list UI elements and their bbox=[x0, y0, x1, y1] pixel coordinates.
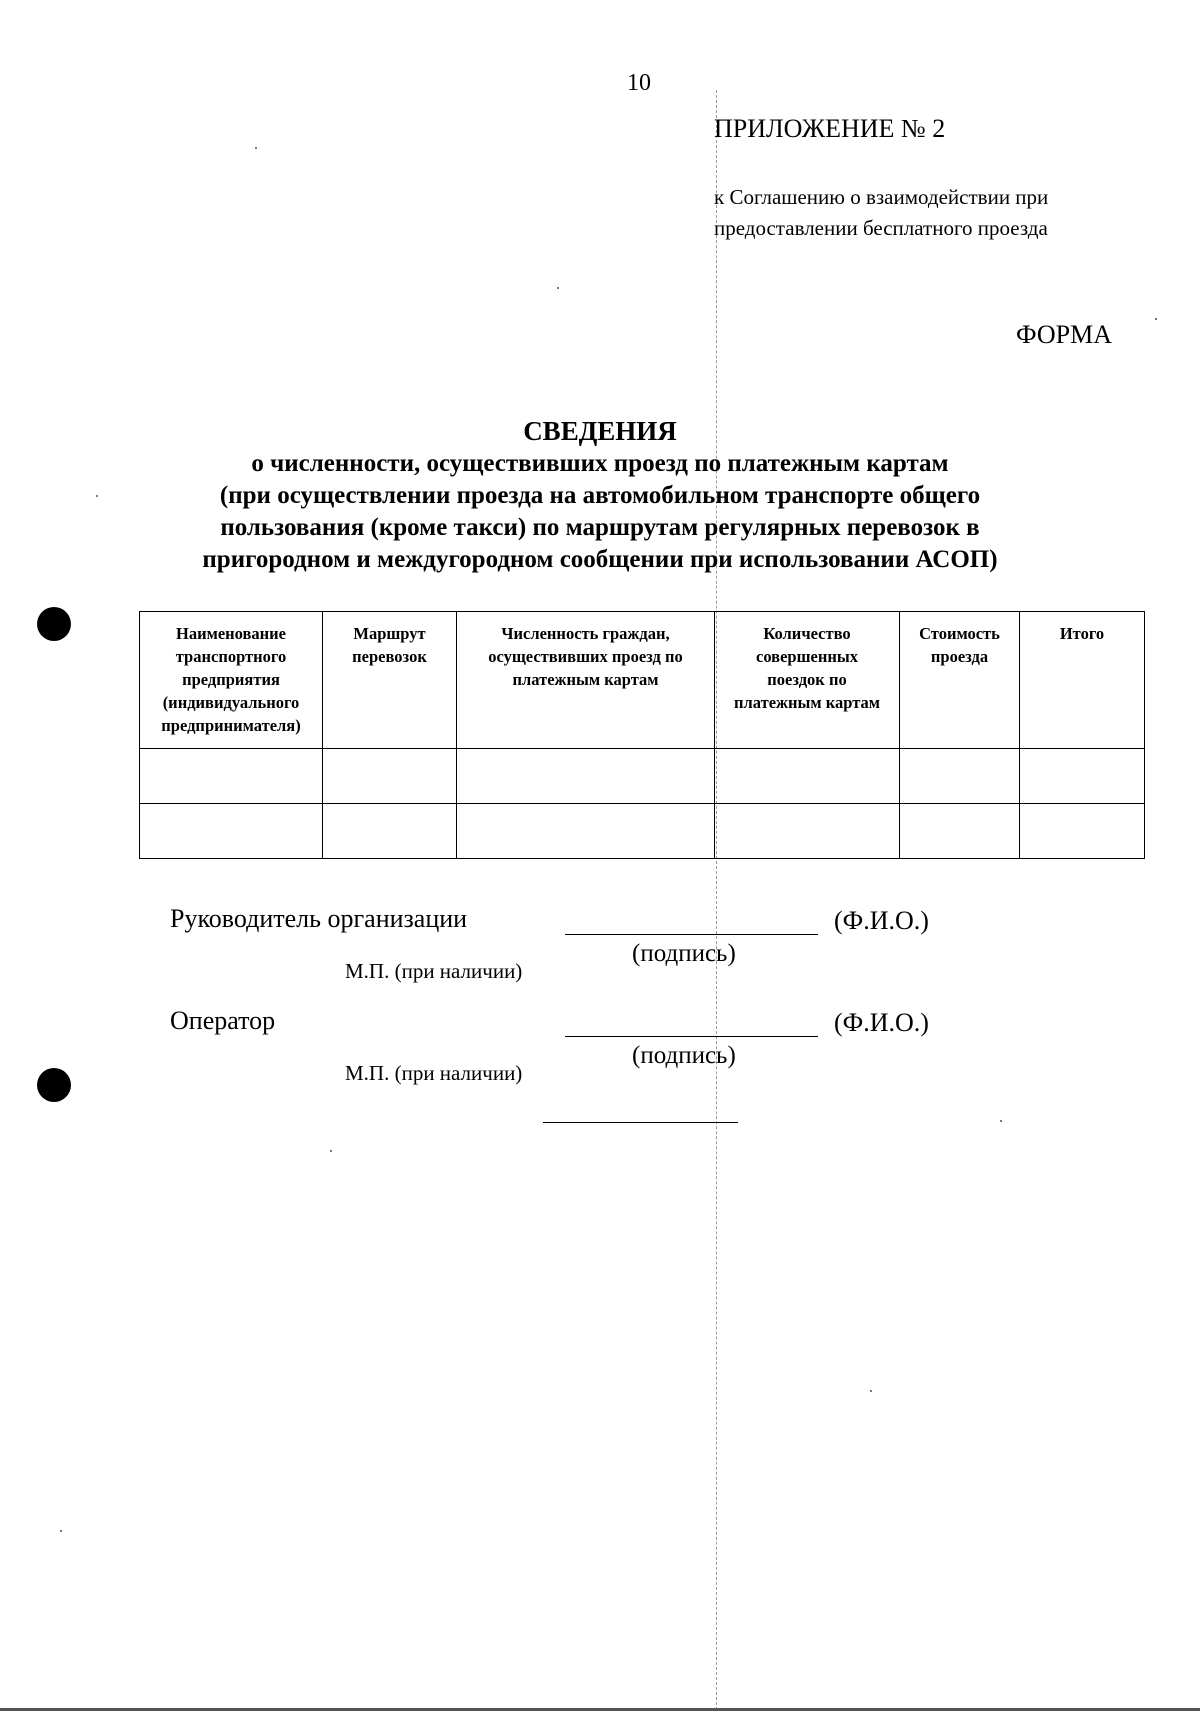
punch-hole-mark bbox=[37, 1068, 71, 1102]
operator-label: Оператор bbox=[170, 1006, 276, 1035]
table-header-row bbox=[140, 612, 1145, 749]
subtitle-line-3: пользования (кроме такси) по маршрутам регулярных перевозок в bbox=[220, 514, 980, 541]
scan-speck bbox=[60, 1530, 62, 1532]
appendix-reference-line-2: предоставлении бесплатного проезда bbox=[714, 216, 1048, 240]
document-subtitle bbox=[0, 448, 1200, 576]
operator-signature-line bbox=[565, 1036, 818, 1037]
punch-hole-mark bbox=[37, 607, 71, 641]
form-label: ФОРМА bbox=[1016, 320, 1112, 349]
page-number: 10 bbox=[627, 70, 651, 96]
table-row bbox=[140, 804, 1145, 859]
column-header-company: Наименование транспортного предприятия (индивидуального предпринимателя) bbox=[140, 612, 323, 749]
scan-speck bbox=[870, 1390, 872, 1392]
scan-speck bbox=[557, 287, 559, 289]
subtitle-line-4: пригородном и междугородном сообщении при использовании АСОП) bbox=[202, 546, 998, 573]
column-header-route: Маршрут перевозок bbox=[323, 612, 457, 749]
head-signature-caption: (подпись) bbox=[632, 940, 736, 967]
subtitle-line-1: о численности, осуществивших проезд по платежным картам bbox=[251, 450, 949, 477]
table-cell bbox=[1020, 804, 1145, 859]
table-cell bbox=[140, 749, 323, 804]
column-header-passenger-count: Численность граждан, осуществивших проезд по платежным картам bbox=[457, 612, 715, 749]
scan-speck bbox=[330, 1150, 332, 1152]
operator-fio-label: (Ф.И.О.) bbox=[834, 1008, 929, 1037]
document-title: СВЕДЕНИЯ bbox=[523, 416, 677, 446]
head-signature-line bbox=[565, 934, 818, 935]
table-cell bbox=[900, 804, 1020, 859]
scan-speck bbox=[96, 495, 98, 497]
operator-signature-caption: (подпись) bbox=[632, 1042, 736, 1069]
head-stamp-note: М.П. (при наличии) bbox=[345, 959, 523, 983]
report-table bbox=[139, 611, 1145, 859]
head-of-organization-label: Руководитель организации bbox=[170, 904, 468, 933]
appendix-reference-line-1: к Соглашению о взаимодействии при bbox=[714, 185, 1049, 209]
subtitle-line-2: (при осуществлении проезда на автомобильном транспорте общего bbox=[219, 482, 981, 509]
table-row bbox=[140, 749, 1145, 804]
operator-stamp-note: М.П. (при наличии) bbox=[345, 1061, 523, 1085]
column-header-trip-count: Количество совершенных поездок по платежным картам bbox=[715, 612, 900, 749]
appendix-title: ПРИЛОЖЕНИЕ № 2 bbox=[714, 114, 946, 143]
table-cell bbox=[140, 804, 323, 859]
scan-bottom-edge bbox=[0, 1708, 1200, 1711]
appendix-reference bbox=[714, 182, 1048, 244]
table-cell bbox=[715, 804, 900, 859]
table-cell bbox=[323, 804, 457, 859]
table-cell bbox=[323, 749, 457, 804]
table-cell bbox=[900, 749, 1020, 804]
column-header-fare: Стоимость проезда bbox=[900, 612, 1020, 749]
table-cell bbox=[715, 749, 900, 804]
column-header-total: Итого bbox=[1020, 612, 1145, 749]
scan-speck bbox=[1155, 318, 1157, 320]
scan-speck bbox=[255, 147, 257, 149]
closing-rule bbox=[543, 1122, 738, 1123]
head-fio-label: (Ф.И.О.) bbox=[834, 906, 929, 935]
scan-fold-line bbox=[716, 90, 717, 1710]
table-cell bbox=[457, 749, 715, 804]
table-cell bbox=[457, 804, 715, 859]
scan-speck bbox=[1000, 1120, 1002, 1122]
table-cell bbox=[1020, 749, 1145, 804]
